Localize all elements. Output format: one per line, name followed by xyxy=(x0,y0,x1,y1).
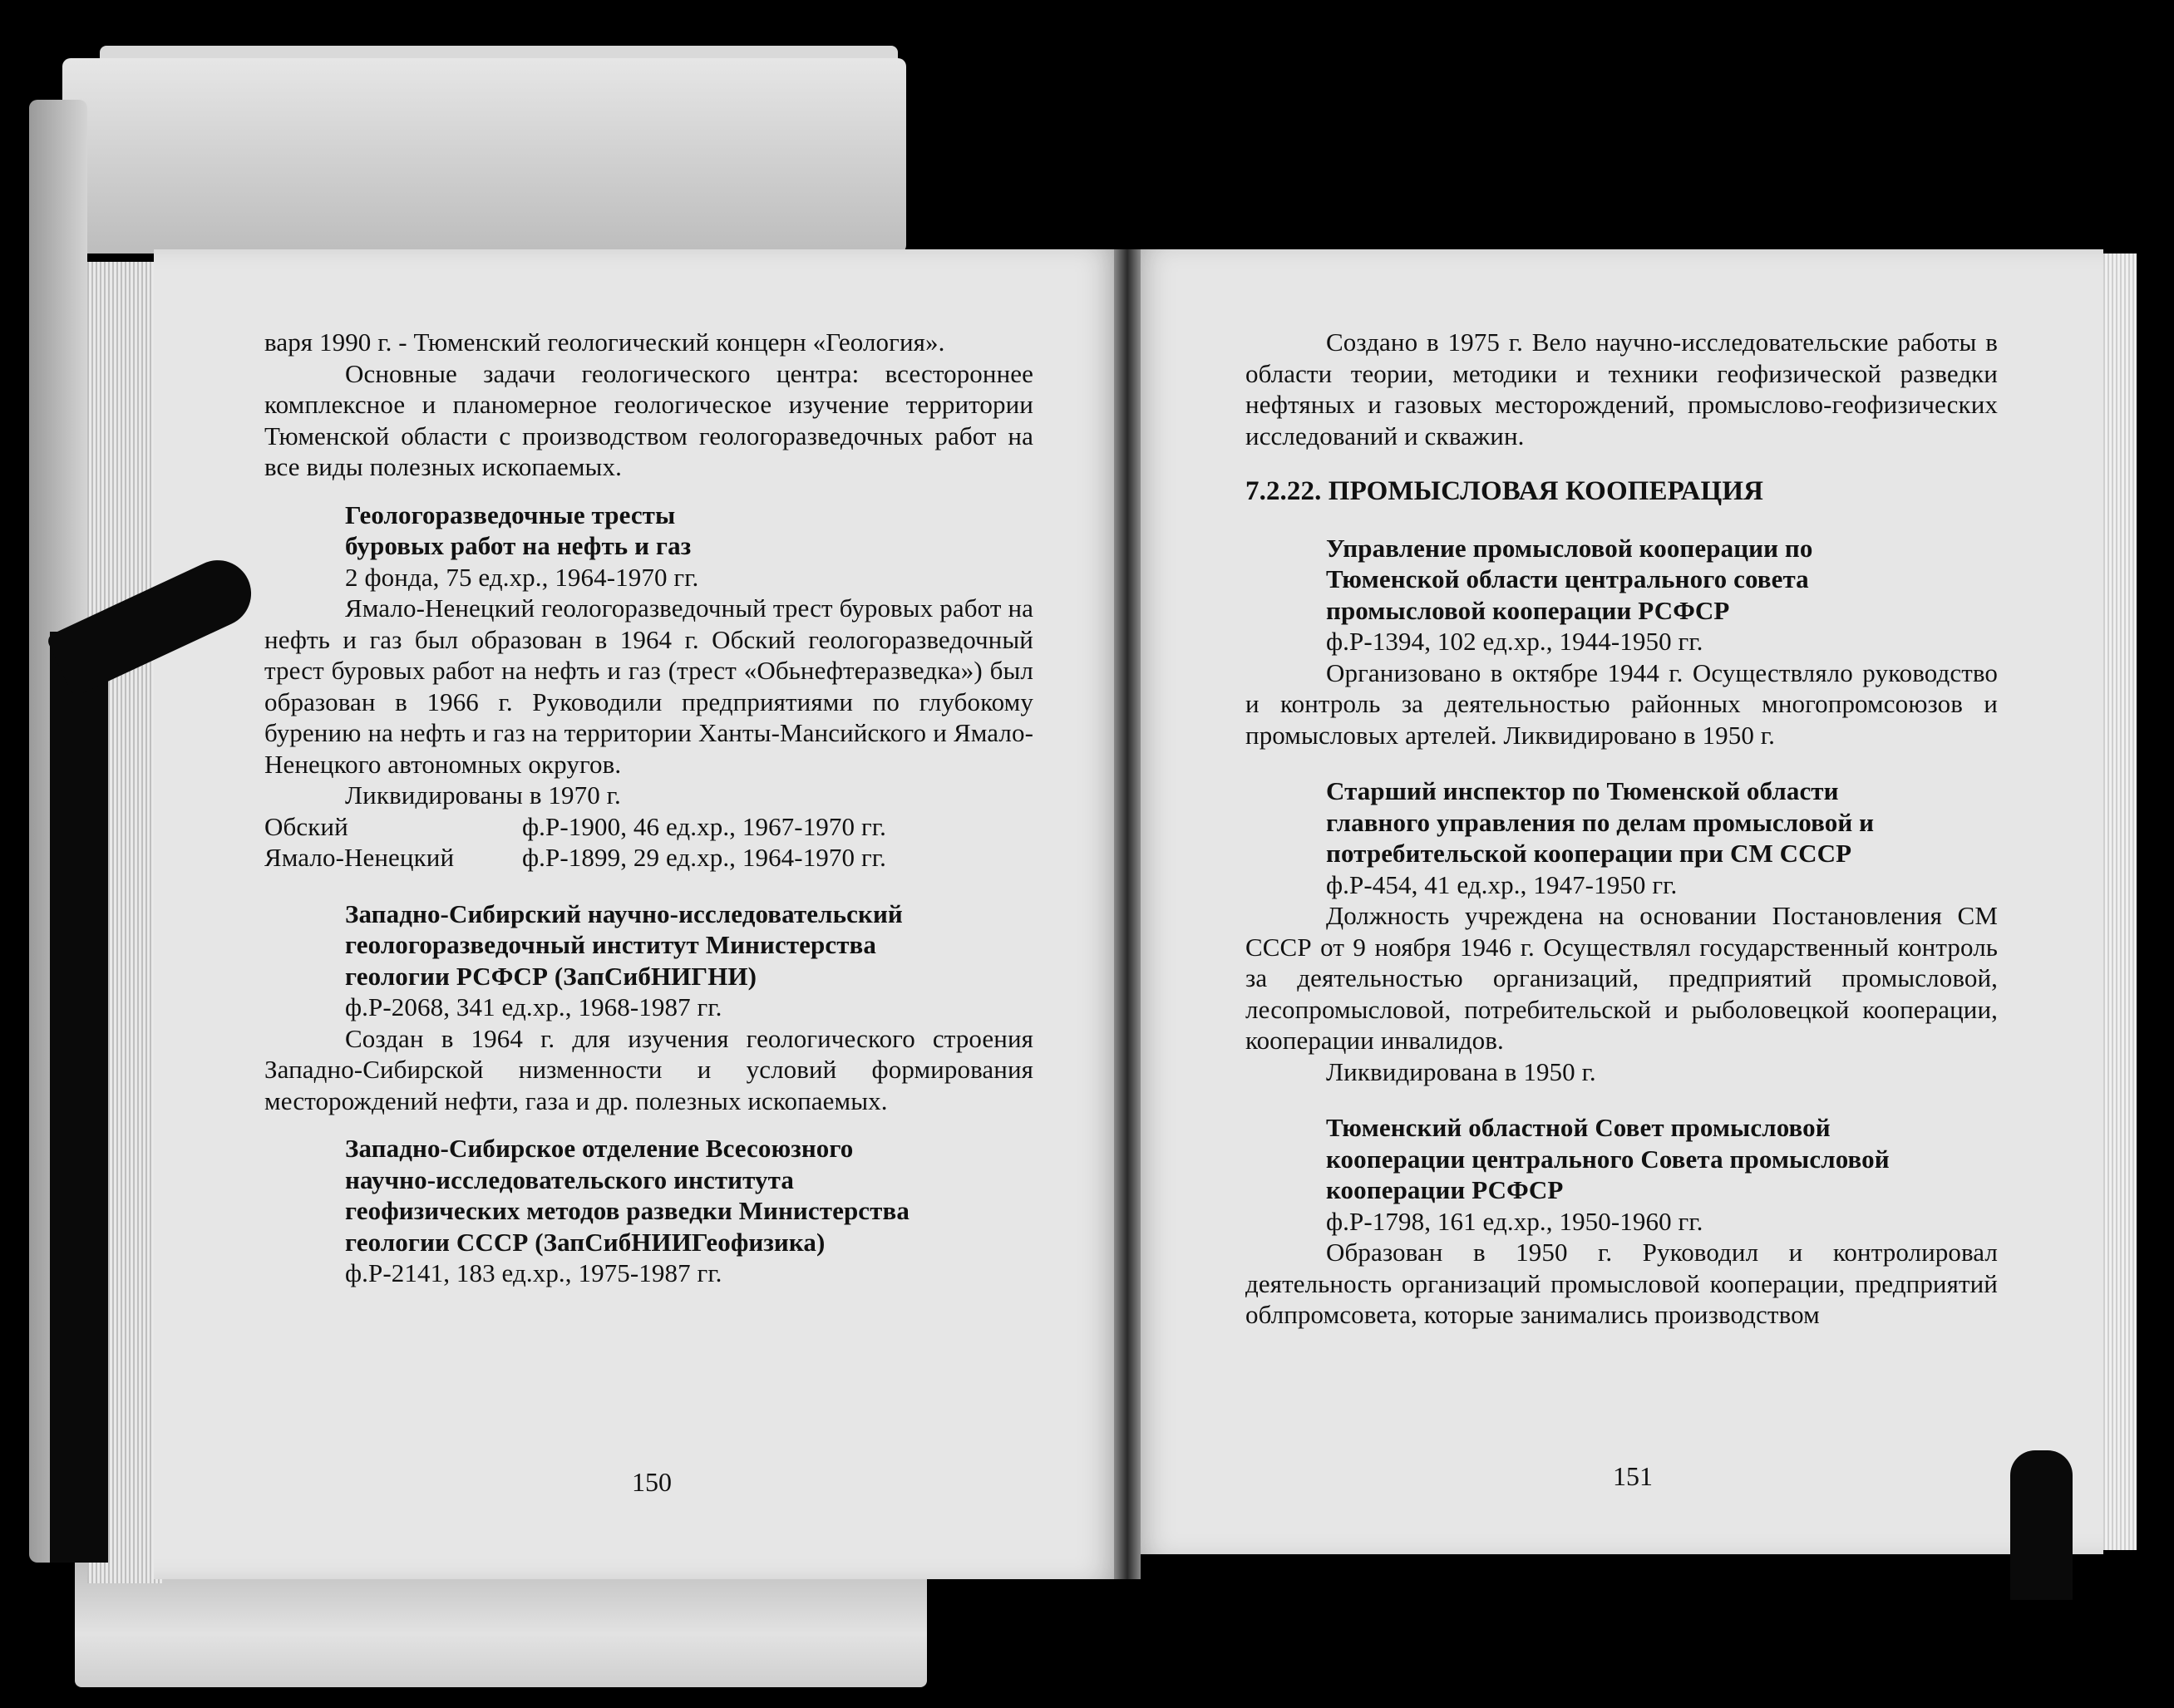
paragraph: Должность учреждена на основании Постановления СМ СССР от 9 ноября 1946 г. Осуществлял государственный контроль за деятельностью организаций, предприятий промысловой, лесопромысловой, потребительской и рыболовецкой кооперации, кооперации инвалидов. xyxy=(1245,901,1998,1055)
entry-heading: Тюменской области центрального совета xyxy=(1326,564,1809,593)
section-title: 7.2.22. ПРОМЫСЛОВАЯ КООПЕРАЦИЯ xyxy=(1245,476,1764,506)
paragraph: Создано в 1975 г. Вело научно-исследовательские работы в области теории, методики и техники геофизической разведки нефтяных и газовых месторождений, промыслово-геофизических исследований и скважин. xyxy=(1245,327,1998,450)
fund-ref: ф.Р-1900, 46 ед.хр., 1967-1970 гг. xyxy=(522,811,886,841)
entry-heading: буровых работ на нефть и газ xyxy=(345,531,692,560)
bookmark-strip xyxy=(50,632,108,1563)
left-page-text xyxy=(264,327,1033,1289)
entry-heading: промысловой кооперации РСФСР xyxy=(1326,595,1730,625)
right-page-text xyxy=(1245,327,1998,1331)
entry-heading: Западно-Сибирский научно-исследовательский xyxy=(345,898,903,928)
fund-reference: ф.Р-2068, 341 ед.хр., 1968-1987 гг. xyxy=(345,992,722,1021)
entry-heading: геологии СССР (ЗапСибНИИГеофизика) xyxy=(345,1227,826,1257)
book-gutter xyxy=(1114,249,1141,1579)
paragraph: Основные задачи геологического центра: всестороннее комплексное и планомерное геологическое изучение территории Тюменской области с производством геологоразведочных работ на все виды полезных ископаемых. xyxy=(264,358,1033,481)
paragraph: Образован в 1950 г. Руководил и контролировал деятельность организаций промысловой кооперации, предприятий облпромсовета, которые занимались производством xyxy=(1245,1238,1998,1329)
entry-heading: кооперации центрального Совета промысловой xyxy=(1326,1144,1890,1174)
paragraph: Ямало-Ненецкий геологоразведочный трест буровых работ на нефть и газ был образован в 1964 г. Обский геологоразведочный трест буровых работ на нефть и газ (трест «Обьнефтеразведка») был образован в 1966 г. Руководили предприятиями по глубокому бурению на нефть и газ на территории Ханты-Мансийского и Ямало-Ненецкого автономных округов. xyxy=(264,593,1033,779)
paragraph: Ликвидирована в 1950 г. xyxy=(1326,1056,1596,1086)
entry-heading: потребительской кооперации при СМ СССР xyxy=(1326,839,1852,868)
background-cushion xyxy=(62,58,906,253)
entry-heading: Старший инспектор по Тюменской области xyxy=(1326,776,1839,805)
page-number: 151 xyxy=(1613,1461,1653,1491)
entry-heading: геологии РСФСР (ЗапСибНИГНИ) xyxy=(345,961,757,991)
entry-heading: Управление промысловой кооперации по xyxy=(1326,533,1813,563)
entry-heading: Тюменский областной Совет промысловой xyxy=(1326,1113,1831,1142)
entry-heading: Геологоразведочные тресты xyxy=(345,500,676,529)
entry-heading: кооперации РСФСР xyxy=(1326,1175,1564,1204)
paragraph: Ликвидированы в 1970 г. xyxy=(345,780,621,810)
page-edges xyxy=(2103,253,2137,1550)
entry-heading: геофизических методов разведки Министерства xyxy=(345,1196,910,1225)
entry-heading: научно-исследовательского института xyxy=(345,1164,794,1194)
fund-reference: 2 фонда, 75 ед.хр., 1964-1970 гг. xyxy=(345,562,699,592)
page-number: 150 xyxy=(632,1467,672,1497)
fund-row xyxy=(264,842,1033,874)
entry-heading: Западно-Сибирское отделение Всесоюзного xyxy=(345,1134,854,1163)
fund-name: Ямало-Ненецкий xyxy=(264,843,455,872)
fund-name: Обский xyxy=(264,811,348,841)
fund-reference: ф.Р-454, 41 ед.хр., 1947-1950 гг. xyxy=(1326,869,1678,899)
bookmark-ribbon xyxy=(2010,1450,2073,1600)
paragraph: варя 1990 г. - Тюменский геологический концерн «Геология». xyxy=(264,327,945,357)
fund-reference: ф.Р-1394, 102 ед.хр., 1944-1950 гг. xyxy=(1326,627,1703,656)
fund-row xyxy=(264,811,1033,843)
entry-heading: геологоразведочный институт Министерства xyxy=(345,930,876,959)
paragraph: Организовано в октябре 1944 г. Осуществляло руководство и контроль за деятельностью районных многопромсоюзов и промысловых артелей. Ликвидировано в 1950 г. xyxy=(1245,657,1998,750)
fund-reference: ф.Р-2141, 183 ед.хр., 1975-1987 гг. xyxy=(345,1258,722,1287)
fund-reference: ф.Р-1798, 161 ед.хр., 1950-1960 гг. xyxy=(1326,1206,1703,1236)
fund-ref: ф.Р-1899, 29 ед.хр., 1964-1970 гг. xyxy=(522,843,886,872)
entry-heading: главного управления по делам промысловой и xyxy=(1326,807,1875,837)
paragraph: Создан в 1964 г. для изучения геологического строения Западно-Сибирской низменности и условий формирования месторождений нефти, газа и др. полезных ископаемых. xyxy=(264,1023,1033,1115)
